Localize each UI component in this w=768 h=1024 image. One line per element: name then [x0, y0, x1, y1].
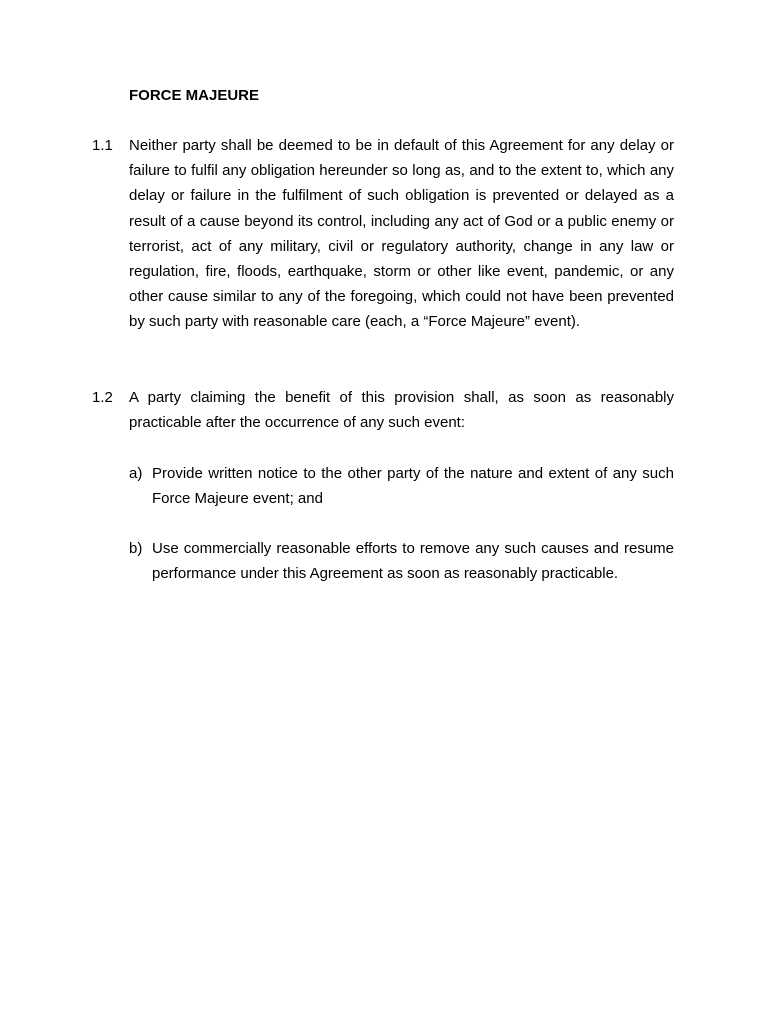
clause-number: 1.2 — [92, 389, 113, 406]
clause-text: Neither party shall be deemed to be in default of this Agreement for any delay or failure to fulfil any obligation hereunder so long as, and to the extent to, which any delay or failure in the fulfilment of such obligation is prevented or delayed as a result of a cause beyond its control, including any act of God or a public enemy or terrorist, act of any military, civil or regulatory authority, change in any law or regulation, fire, floods, earthquake, storm or other like event, pandemic, or any other cause similar to any of the foregoing, which could not have been prevented by such party with reasonable care (each, a “Force Majeure” event). — [129, 137, 674, 331]
clause-number: 1.1 — [92, 137, 113, 154]
list-item-a — [129, 461, 674, 511]
section-heading: FORCE MAJEURE — [129, 87, 260, 104]
list-item-label: a) — [129, 465, 143, 482]
list-item-text: Use commercially reasonable efforts to remove any such causes and resume performance under this Agreement as soon as reasonably practicable. — [152, 540, 674, 583]
clause-1-1 — [92, 133, 674, 335]
list-item-b — [129, 536, 674, 586]
clause-1-2 — [92, 385, 674, 435]
clause-text: A party claiming the benefit of this provision shall, as soon as reasonably practicable after the occurrence of any such event: — [129, 389, 674, 432]
list-item-label: b) — [129, 540, 143, 557]
list-item-text: Provide written notice to the other party of the nature and extent of any such Force Majeure event; and — [152, 465, 674, 508]
